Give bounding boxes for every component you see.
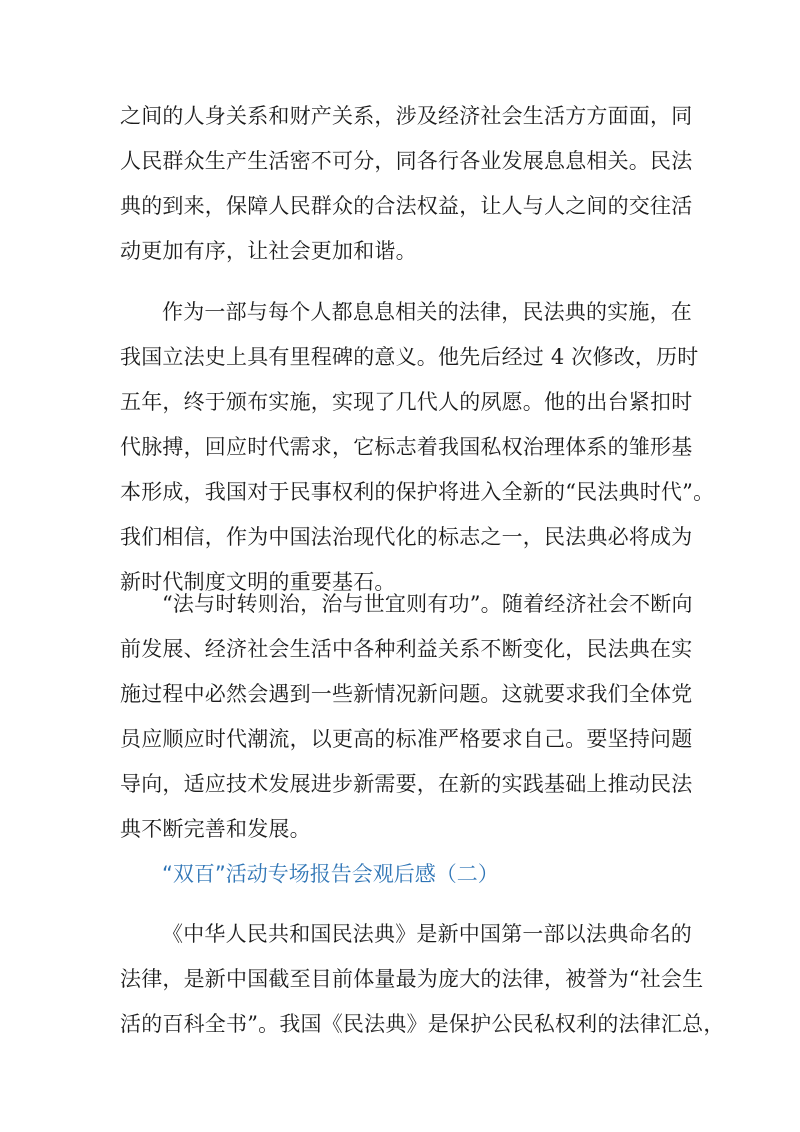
paragraph-4 xyxy=(120,912,725,1047)
paragraph-2 xyxy=(120,290,715,605)
text-line: 之间的人身关系和财产关系，涉及经济社会生活方方面面，同 xyxy=(120,104,693,128)
text-line: 典不断完善和发展。 xyxy=(120,817,311,841)
text-line: “法与时转则治，治与世宜则有功”。随着经济社会不断向 xyxy=(162,592,693,616)
text-line: 活的百科全书”。我国《民法典》是保护公民私权利的法律汇总， xyxy=(120,1012,725,1036)
text-line: 《中华人民共和国民法典》是新中国第一部以法典命名的 xyxy=(162,922,692,946)
text-line: 典的到来，保障人民群众的合法权益，让人与人之间的交往活 xyxy=(120,194,693,218)
section-heading: “双百”活动专场报告会观后感（二） xyxy=(162,862,499,886)
text-line: 五年，终于颁布实施，实现了几代人的夙愿。他的出台紧扣时 xyxy=(120,390,693,414)
paragraph-3 xyxy=(120,582,693,852)
paragraph-1 xyxy=(120,94,693,274)
text-line: 本形成，我国对于民事权利的保护将进入全新的“民法典时代”。 xyxy=(120,480,715,504)
text-line: 动更加有序，让社会更加和谐。 xyxy=(120,239,417,263)
text-line: 法律，是新中国截至目前体量最为庞大的法律，被誉为“社会生 xyxy=(120,967,704,991)
text-line: 施过程中必然会遇到一些新情况新问题。这就要求我们全体党 xyxy=(120,682,693,706)
text-line: 员应顺应时代潮流，以更高的标准严格要求自己。要坚持问题 xyxy=(120,727,693,751)
text-line: 新时代制度文明的重要基石。 xyxy=(120,570,396,594)
text-line: 前发展、经济社会生活中各种利益关系不断变化，民法典在实 xyxy=(120,637,693,661)
text-line: 导向，适应技术发展进步新需要，在新的实践基础上推动民法 xyxy=(120,772,693,796)
text-line: 我们相信，作为中国法治现代化的标志之一，民法典必将成为 xyxy=(120,525,693,549)
text-line: 代脉搏，回应时代需求，它标志着我国私权治理体系的雏形基 xyxy=(120,435,693,459)
text-line: 人民群众生产生活密不可分，同各行各业发展息息相关。民法 xyxy=(120,149,693,173)
text-line: 我国立法史上具有里程碑的意义。他先后经过 4 次修改，历时 xyxy=(120,345,699,369)
text-line: 作为一部与每个人都息息相关的法律，民法典的实施，在 xyxy=(162,300,692,324)
